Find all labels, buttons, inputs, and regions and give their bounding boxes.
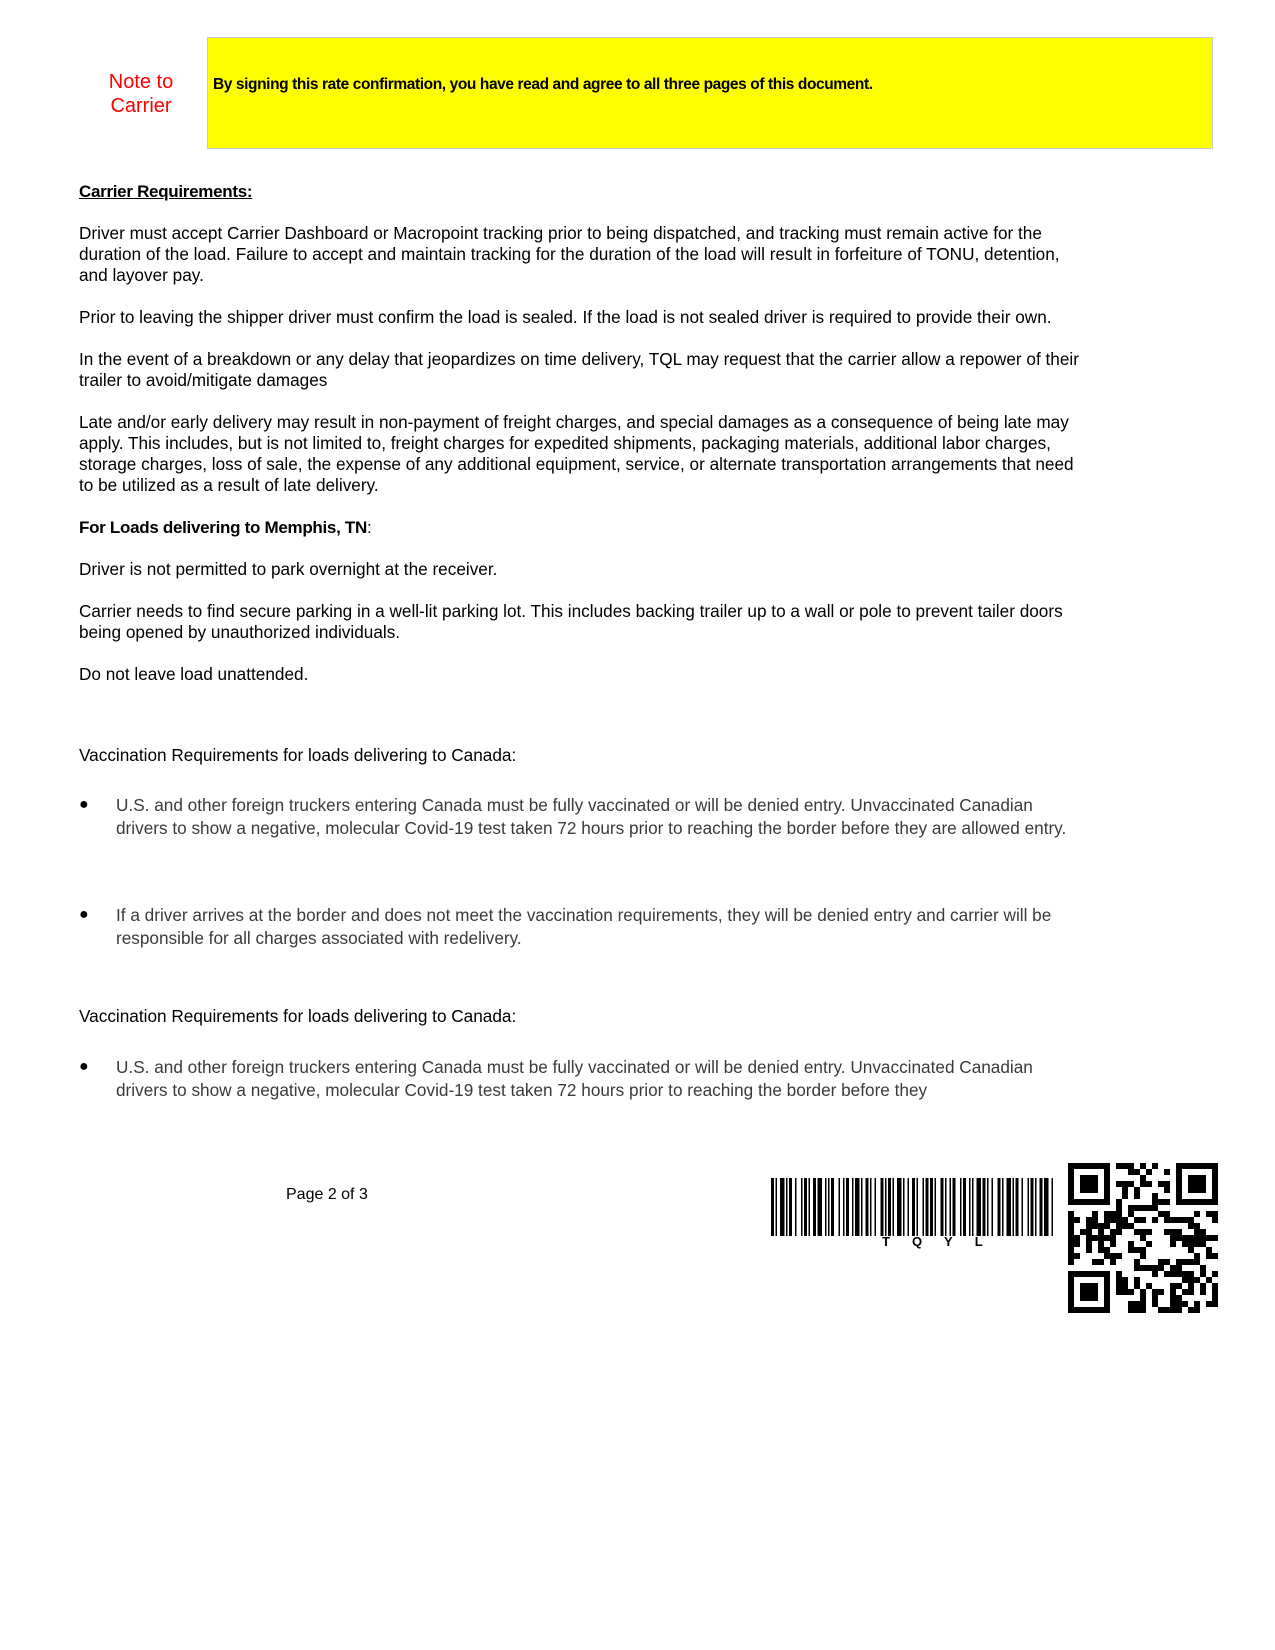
note-box — [207, 37, 1213, 149]
bullet-text: U.S. and other foreign truckers entering Canada must be fully vaccinated or will be denied entry. Unvaccinated Canadian drivers to show a negative, molecular Covid-19 test taken 72 hours prior to reaching the border before they — [116, 1057, 1033, 1100]
vaccination-heading: Vaccination Requirements for loads delivering to Canada: — [79, 745, 517, 765]
document-body — [79, 181, 1089, 1101]
memphis-paragraph: Carrier needs to find secure parking in a well-lit parking lot. This includes backing trailer up to a wall or pole to prevent tailer doors being opened by unauthorized individuals. — [79, 601, 1063, 642]
memphis-paragraph: Driver is not permitted to park overnight at the receiver. — [79, 559, 498, 579]
barcode-caption: TQYL — [882, 1234, 1005, 1249]
carrier-req-paragraph: In the event of a breakdown or any delay that jeopardizes on time delivery, TQL may request that the carrier allow a repower of their trailer to avoid/mitigate damages — [79, 349, 1079, 390]
vaccination-bullet — [79, 1056, 1089, 1101]
vaccination-heading: Vaccination Requirements for loads delivering to Canada: — [79, 1006, 517, 1026]
carrier-req-paragraph: Prior to leaving the shipper driver must confirm the load is sealed. If the load is not sealed driver is required to provide their own. — [79, 307, 1052, 327]
carrier-req-paragraph: Late and/or early delivery may result in non-payment of freight charges, and special damages as a consequence of being late may apply. This includes, but is not limited to, freight charges for expedited shipments, packaging materials, additional labor charges, storage charges, loss of sale, the expense of any additional equipment, service, or alternate transportation arrangements that need to be utilized as a result of late delivery. — [79, 412, 1074, 495]
memphis-heading-colon: : — [366, 518, 372, 537]
memphis-heading-text: For Loads delivering to Memphis, TN — [79, 518, 367, 537]
note-label-line1: Note to — [108, 71, 174, 93]
page-number: Page 2 of 3 — [286, 1186, 368, 1203]
barcode-image — [771, 1178, 1054, 1236]
memphis-heading — [79, 517, 1089, 538]
bullet-dot: ● — [79, 906, 89, 923]
vaccination-bullet — [79, 794, 1089, 839]
note-text: By signing this rate confirmation, you have read and agree to all three pages of this document. — [213, 76, 873, 93]
bullet-text: If a driver arrives at the border and does not meet the vaccination requirements, they will be denied entry and carrier will be responsible for all charges associated with redelivery. — [116, 905, 1052, 948]
bullet-text: U.S. and other foreign truckers entering Canada must be fully vaccinated or will be denied entry. Unvaccinated Canadian drivers to show a negative, molecular Covid-19 test taken 72 hours prior to reaching the border before they are allowed entry. — [116, 795, 1067, 838]
vaccination-bullet — [79, 904, 1089, 949]
note-label-line2: Carrier — [110, 95, 172, 117]
carrier-req-paragraph: Driver must accept Carrier Dashboard or Macropoint tracking prior to being dispatched, and tracking must remain active for the duration of the load. Failure to accept and maintain tracking for the duration of the load will result in forfeiture of TONU, detention, and layover pay. — [79, 223, 1060, 285]
qr-code-image — [1068, 1163, 1218, 1313]
carrier-requirements-heading: Carrier Requirements: — [79, 182, 253, 201]
memphis-paragraph: Do not leave load unattended. — [79, 664, 309, 684]
bullet-dot: ● — [79, 1058, 89, 1075]
note-to-carrier-label — [96, 70, 186, 118]
bullet-dot: ● — [79, 796, 89, 813]
